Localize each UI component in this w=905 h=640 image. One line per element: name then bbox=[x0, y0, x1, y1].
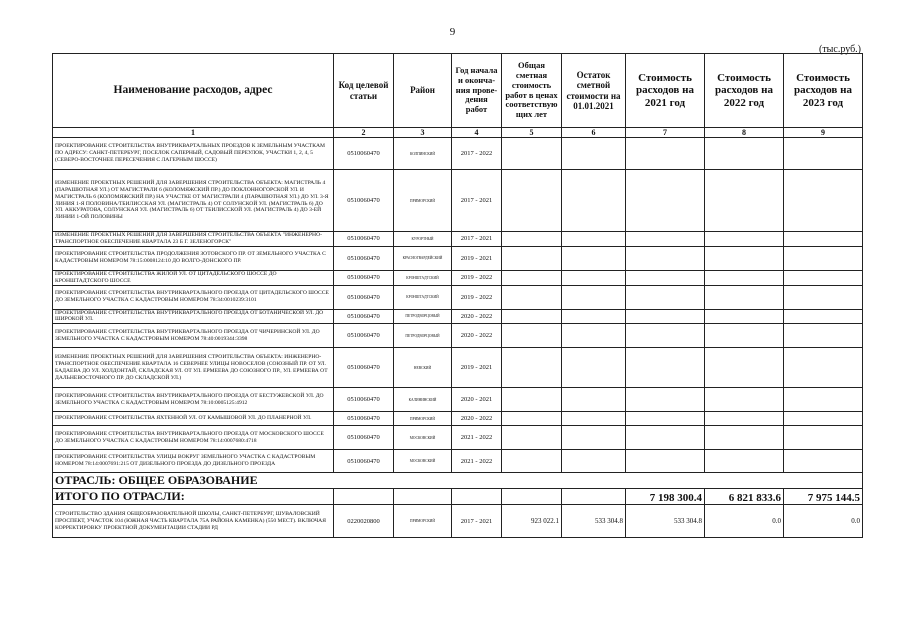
years-range: 2020 - 2022 bbox=[452, 324, 502, 348]
total-empty-cell bbox=[562, 489, 626, 505]
years-range: 2017 - 2022 bbox=[452, 138, 502, 170]
header-2023: Стоимость расходов на 2023 год bbox=[784, 54, 863, 128]
header-total-cost: Общая сметная стоимость работ в ценах соответствую щих лет bbox=[502, 54, 562, 128]
cost-2021 bbox=[626, 348, 705, 388]
cost-2023: 0.0 bbox=[784, 505, 863, 538]
table-row bbox=[53, 138, 863, 170]
cost-2022 bbox=[705, 426, 784, 450]
district: МОСКОВСКИЙ bbox=[394, 450, 452, 473]
balance: 533 304.8 bbox=[562, 505, 626, 538]
table-row bbox=[53, 270, 863, 285]
balance bbox=[562, 232, 626, 247]
units-label: (тыс.руб.) bbox=[818, 44, 861, 55]
total-empty-cell bbox=[502, 489, 562, 505]
balance bbox=[562, 450, 626, 473]
expense-name: ИЗМЕНЕНИЕ ПРОЕКТНЫХ РЕШЕНИЙ ДЛЯ ЗАВЕРШЕНИЯ СТРОИТЕЛЬСТВА ОБЪЕКТА "ИНЖЕНЕРНО-ТРАНСПОРТНОЕ ОБЕСПЕЧЕНИЕ КВАРТАЛА 23 Б Г. ЗЕЛЕНОГОРСК" bbox=[53, 232, 334, 247]
column-number: 5 bbox=[502, 128, 562, 138]
district: КОЛПИНСКИЙ bbox=[394, 138, 452, 170]
target-code: 0220020800 bbox=[334, 505, 394, 538]
table-row bbox=[53, 309, 863, 324]
table-row bbox=[53, 505, 863, 538]
header-row bbox=[53, 54, 863, 128]
total-cost bbox=[502, 324, 562, 348]
expense-name: ПРОЕКТИРОВАНИЕ СТРОИТЕЛЬСТВА ВНУТРИКВАРТАЛЬНОГО ПРОЕЗДА ОТ ЦИТАДЕЛЬСКОГО ШОССЕ ДО ЗЕМЕЛЬНОГО УЧАСТКА С КАДАСТРОВЫМ НОМЕРОМ 78:34:0010239:3101 bbox=[53, 285, 334, 309]
district: ПЕТРОДВОРЦОВЫЙ bbox=[394, 309, 452, 324]
balance bbox=[562, 388, 626, 412]
header-years: Год начала и оконча-ния прове-дения работ bbox=[452, 54, 502, 128]
target-code: 0510060470 bbox=[334, 348, 394, 388]
header-district: Район bbox=[394, 54, 452, 128]
budget-table bbox=[52, 53, 863, 538]
table-row bbox=[53, 348, 863, 388]
target-code: 0510060470 bbox=[334, 246, 394, 270]
cost-2022 bbox=[705, 138, 784, 170]
balance bbox=[562, 309, 626, 324]
total-cost bbox=[502, 285, 562, 309]
expense-name: ПРОЕКТИРОВАНИЕ СТРОИТЕЛЬСТВА ЖИЛОЙ УЛ. ОТ ЦИТАДЕЛЬСКОГО ШОССЕ ДО КРОНШТАДТСКОГО ШОССЕ bbox=[53, 270, 334, 285]
expense-name: ПРОЕКТИРОВАНИЕ СТРОИТЕЛЬСТВА УЛИЦЫ ВОКРУГ ЗЕМЕЛЬНОГО УЧАСТКА С КАДАСТРОВЫМ НОМЕРОМ 78:14:0007691:215 ОТ ДИЗЕЛЬНОГО ПРОЕЗДА ДО ДИЗЕЛЬНОГО ПРОЕЗДА bbox=[53, 450, 334, 473]
cost-2021 bbox=[626, 285, 705, 309]
balance bbox=[562, 348, 626, 388]
cost-2022 bbox=[705, 348, 784, 388]
total-cost bbox=[502, 388, 562, 412]
column-number: 2 bbox=[334, 128, 394, 138]
header-balance: Остаток сметной стоимости на 01.01.2021 bbox=[562, 54, 626, 128]
column-number: 7 bbox=[626, 128, 705, 138]
district: ПРИМОРСКИЙ bbox=[394, 505, 452, 538]
table-row bbox=[53, 285, 863, 309]
cost-2022 bbox=[705, 232, 784, 247]
expense-name: ПРОЕКТИРОВАНИЕ СТРОИТЕЛЬСТВА ВНУТРИКВАРТАЛЬНОГО ПРОЕЗДА ОТ БЕСТУЖЕВСКОЙ УЛ. ДО ЗЕМЕЛЬНОГО УЧАСТКА С КАДАСТРОВЫМ НОМЕРОМ 78:10:0005125:4912 bbox=[53, 388, 334, 412]
district: МОСКОВСКИЙ bbox=[394, 426, 452, 450]
column-number: 8 bbox=[705, 128, 784, 138]
target-code: 0510060470 bbox=[334, 309, 394, 324]
cost-2023 bbox=[784, 170, 863, 232]
header-2022: Стоимость расходов на 2022 год bbox=[705, 54, 784, 128]
expense-name: ПРОЕКТИРОВАНИЕ СТРОИТЕЛЬСТВА ВНУТРИКВАРТАЛЬНОГО ПРОЕЗДА ОТ БОТАНИЧЕСКОЙ УЛ. ДО ШИРОКОЙ УЛ. bbox=[53, 309, 334, 324]
cost-2021 bbox=[626, 246, 705, 270]
target-code: 0510060470 bbox=[334, 170, 394, 232]
cost-2022 bbox=[705, 270, 784, 285]
district: КАЛИНИНСКИЙ bbox=[394, 388, 452, 412]
district: ПЕТРОДВОРЦОВЫЙ bbox=[394, 324, 452, 348]
total-y2022: 6 821 833.6 bbox=[705, 489, 784, 505]
expense-name: ПРОЕКТИРОВАНИЕ СТРОИТЕЛЬСТВА ВНУТРИКВАРТАЛЬНОГО ПРОЕЗДА ОТ МОСКОВСКОГО ШОССЕ ДО ЗЕМЕЛЬНОГО УЧАСТКА С КАДАСТРОВЫМ НОМЕРОМ 78:14:0007680:4718 bbox=[53, 426, 334, 450]
table-row bbox=[53, 412, 863, 426]
cost-2022 bbox=[705, 412, 784, 426]
cost-2022 bbox=[705, 324, 784, 348]
cost-2021 bbox=[626, 309, 705, 324]
expense-name: СТРОИТЕЛЬСТВО ЗДАНИЯ ОБЩЕОБРАЗОВАТЕЛЬНОЙ ШКОЛЫ, САНКТ-ПЕТЕРБУРГ, ШУВАЛОВСКИЙ ПРОСПЕКТ, УЧАСТОК 104 (ЮЖНАЯ ЧАСТЬ КВАРТАЛА 75А РАЙОНА КАМЕНКА) (550 МЕСТ). ВКЛЮЧАЯ КОРРЕКТИРОВКУ ПРОЕКТНОЙ ДОКУМЕНТАЦИИ СТАДИИ РД bbox=[53, 505, 334, 538]
years-range: 2020 - 2022 bbox=[452, 309, 502, 324]
table-row bbox=[53, 450, 863, 473]
total-label: ИТОГО ПО ОТРАСЛИ: bbox=[53, 489, 334, 505]
cost-2022: 0.0 bbox=[705, 505, 784, 538]
cost-2021 bbox=[626, 232, 705, 247]
district: ПРИМОРСКИЙ bbox=[394, 170, 452, 232]
total-cost bbox=[502, 232, 562, 247]
years-range: 2021 - 2022 bbox=[452, 426, 502, 450]
years-range: 2017 - 2021 bbox=[452, 170, 502, 232]
header-name: Наименование расходов, адрес bbox=[53, 54, 334, 128]
cost-2022 bbox=[705, 246, 784, 270]
balance bbox=[562, 138, 626, 170]
district: ПРИМОРСКИЙ bbox=[394, 412, 452, 426]
total-cost bbox=[502, 138, 562, 170]
header-2021: Стоимость расходов на 2021 год bbox=[626, 54, 705, 128]
total-y2021: 7 198 300.4 bbox=[626, 489, 705, 505]
expense-name: ИЗМЕНЕНИЕ ПРОЕКТНЫХ РЕШЕНИЙ ДЛЯ ЗАВЕРШЕНИЯ СТРОИТЕЛЬСТВА ОБЪЕКТА: МАГИСТРАЛЬ 4 (ПАРАШЮТНАЯ УЛ.) ОТ МАГИСТРАЛИ 6 (КОЛОМЯЖСКИЙ ПР.) ДО ПОКЛОННОГОРСКОЙ УЛ. И МАГИСТРАЛЬ 6 (КОЛОМЯЖСКИЙ ПР.) НА УЧАСТКЕ ОТ МАГИСТРАЛИ 4 (ПАРАШЮТНАЯ УЛ.) ДО УЛ. 3-Я ЛИНИЯ 1-Я ПОЛОВИНА/ТБИЛИССКАЯ УЛ. (МАГИСТРАЛЬ 4) ОТ СОЛУНСКОЙ УЛ. (МАГИСТРАЛЬ 6) ДО УЛ. АККУРАТОВА, СОЛУНСКАЯ УЛ. (МАГИСТРАЛЬ 6) ОТ ТБИЛИССКОЙ УЛ. (МАГИСТРАЛЬ 4) ДО 3-ЕЙ ЛИНИИ 1-ОЙ ПОЛОВИНЫ bbox=[53, 170, 334, 232]
district: КРОНШТАДТСКИЙ bbox=[394, 285, 452, 309]
expense-name: ПРОЕКТИРОВАНИЕ СТРОИТЕЛЬСТВА ЯХТЕННОЙ УЛ. ОТ КАМЫШОВОЙ УЛ. ДО ПЛАНЕРНОЙ УЛ. bbox=[53, 412, 334, 426]
district: КУРОРТНЫЙ bbox=[394, 232, 452, 247]
column-number: 1 bbox=[53, 128, 334, 138]
balance bbox=[562, 426, 626, 450]
cost-2023 bbox=[784, 138, 863, 170]
cost-2022 bbox=[705, 170, 784, 232]
cost-2021 bbox=[626, 412, 705, 426]
years-range: 2019 - 2021 bbox=[452, 348, 502, 388]
column-number: 9 bbox=[784, 128, 863, 138]
years-range: 2019 - 2021 bbox=[452, 246, 502, 270]
cost-2022 bbox=[705, 309, 784, 324]
cost-2023 bbox=[784, 246, 863, 270]
target-code: 0510060470 bbox=[334, 324, 394, 348]
column-number: 6 bbox=[562, 128, 626, 138]
years-range: 2020 - 2021 bbox=[452, 388, 502, 412]
total-empty-cell bbox=[334, 489, 394, 505]
cost-2023 bbox=[784, 232, 863, 247]
cost-2023 bbox=[784, 388, 863, 412]
target-code: 0510060470 bbox=[334, 388, 394, 412]
expense-name: ПРОЕКТИРОВАНИЕ СТРОИТЕЛЬСТВА ВНУТРИКВАРТАЛЬНЫХ ПРОЕЗДОВ К ЗЕМЕЛЬНЫМ УЧАСТКАМ ПО АДРЕСУ: САНКТ-ПЕТЕРБУРГ, ПОСЕЛОК САПЕРНЫЙ, САДОВЫЙ ПЕРЕУЛОК, УЧАСТКИ 1, 2, 4, 5 (СЕВЕРО-ВОСТОЧНЕЕ ПЕРЕСЕЧЕНИЯ С ЛАГЕРНЫМ ШОССЕ) bbox=[53, 138, 334, 170]
years-range: 2017 - 2021 bbox=[452, 505, 502, 538]
total-cost bbox=[502, 348, 562, 388]
table-row bbox=[53, 324, 863, 348]
total-y2023: 7 975 144.5 bbox=[784, 489, 863, 505]
cost-2021 bbox=[626, 426, 705, 450]
page-number: 9 bbox=[449, 26, 456, 38]
balance bbox=[562, 324, 626, 348]
target-code: 0510060470 bbox=[334, 270, 394, 285]
column-number: 3 bbox=[394, 128, 452, 138]
cost-2023 bbox=[784, 324, 863, 348]
years-range: 2019 - 2022 bbox=[452, 270, 502, 285]
cost-2023 bbox=[784, 270, 863, 285]
target-code: 0510060470 bbox=[334, 138, 394, 170]
balance bbox=[562, 285, 626, 309]
table-row bbox=[53, 388, 863, 412]
section-row bbox=[53, 473, 863, 489]
total-cost bbox=[502, 246, 562, 270]
total-cost bbox=[502, 426, 562, 450]
district: КРОНШТАДТСКИЙ bbox=[394, 270, 452, 285]
years-range: 2021 - 2022 bbox=[452, 450, 502, 473]
cost-2022 bbox=[705, 450, 784, 473]
total-empty-cell bbox=[452, 489, 502, 505]
expense-name: ПРОЕКТИРОВАНИЕ СТРОИТЕЛЬСТВА ПРОДОЛЖЕНИЯ ЗОТОВСКОГО ПР. ОТ ЗЕМЕЛЬНОГО УЧАСТКА С КАДАСТРОВЫМ НОМЕРОМ 78:15:0008124:10 ДО ВОЛГО-ДОНСКОГО ПР. bbox=[53, 246, 334, 270]
section-title: ОТРАСЛЬ: ОБЩЕЕ ОБРАЗОВАНИЕ bbox=[53, 473, 863, 489]
years-range: 2019 - 2022 bbox=[452, 285, 502, 309]
years-range: 2020 - 2022 bbox=[452, 412, 502, 426]
total-cost: 923 022.1 bbox=[502, 505, 562, 538]
table-row bbox=[53, 170, 863, 232]
balance bbox=[562, 170, 626, 232]
cost-2021 bbox=[626, 450, 705, 473]
balance bbox=[562, 270, 626, 285]
total-cost bbox=[502, 170, 562, 232]
cost-2023 bbox=[784, 412, 863, 426]
expense-name: ИЗМЕНЕНИЕ ПРОЕКТНЫХ РЕШЕНИЙ ДЛЯ ЗАВЕРШЕНИЯ СТРОИТЕЛЬСТВА ОБЪЕКТА: ИНЖЕНЕРНО-ТРАНСПОРТНОЕ ОБЕСПЕЧЕНИЕ КВАРТАЛА 16 СЕВЕРНЕЕ УЛИЦЫ НОВОСЕЛОВ (СОЮЗНЫЙ ПР. ОТ УЛ. БАДАЕВА ДО УЛ. ХОЛДОНТАЙ, СКЛАДСКАЯ УЛ. ОТ УЛ. ЕРМЕЕВА ДО СОЮЗНОГО ПР., УЛ. ЕРМЕЕВА ОТ ДАЛЬНЕВОСТОЧНОГО ПР. ДО СКЛАДСКОЙ УЛ.) bbox=[53, 348, 334, 388]
cost-2021 bbox=[626, 388, 705, 412]
total-row bbox=[53, 489, 863, 505]
cost-2023 bbox=[784, 426, 863, 450]
header-code: Код целевой статьи bbox=[334, 54, 394, 128]
expense-name: ПРОЕКТИРОВАНИЕ СТРОИТЕЛЬСТВА ВНУТРИКВАРТАЛЬНОГО ПРОЕЗДА ОТ ЧИЧЕРИНСКОЙ УЛ. ДО ЗЕМЕЛЬНОГО УЧАСТКА С КАДАСТРОВЫМ НОМЕРОМ 78:40:0019344:3398 bbox=[53, 324, 334, 348]
cost-2021 bbox=[626, 170, 705, 232]
target-code: 0510060470 bbox=[334, 426, 394, 450]
column-number: 4 bbox=[452, 128, 502, 138]
balance bbox=[562, 412, 626, 426]
total-cost bbox=[502, 309, 562, 324]
target-code: 0510060470 bbox=[334, 450, 394, 473]
cost-2023 bbox=[784, 348, 863, 388]
total-cost bbox=[502, 450, 562, 473]
table-row bbox=[53, 246, 863, 270]
balance bbox=[562, 246, 626, 270]
target-code: 0510060470 bbox=[334, 232, 394, 247]
cost-2023 bbox=[784, 285, 863, 309]
target-code: 0510060470 bbox=[334, 412, 394, 426]
district: КРАСНОГВАРДЕЙСКИЙ bbox=[394, 246, 452, 270]
cost-2021 bbox=[626, 324, 705, 348]
total-cost bbox=[502, 412, 562, 426]
column-number-row bbox=[53, 128, 863, 138]
cost-2021 bbox=[626, 138, 705, 170]
cost-2021: 533 304.8 bbox=[626, 505, 705, 538]
total-cost bbox=[502, 270, 562, 285]
years-range: 2017 - 2021 bbox=[452, 232, 502, 247]
cost-2023 bbox=[784, 309, 863, 324]
cost-2022 bbox=[705, 388, 784, 412]
target-code: 0510060470 bbox=[334, 285, 394, 309]
district: НЕВСКИЙ bbox=[394, 348, 452, 388]
cost-2021 bbox=[626, 270, 705, 285]
cost-2023 bbox=[784, 450, 863, 473]
table-row bbox=[53, 426, 863, 450]
cost-2022 bbox=[705, 285, 784, 309]
table-row bbox=[53, 232, 863, 247]
total-empty-cell bbox=[394, 489, 452, 505]
